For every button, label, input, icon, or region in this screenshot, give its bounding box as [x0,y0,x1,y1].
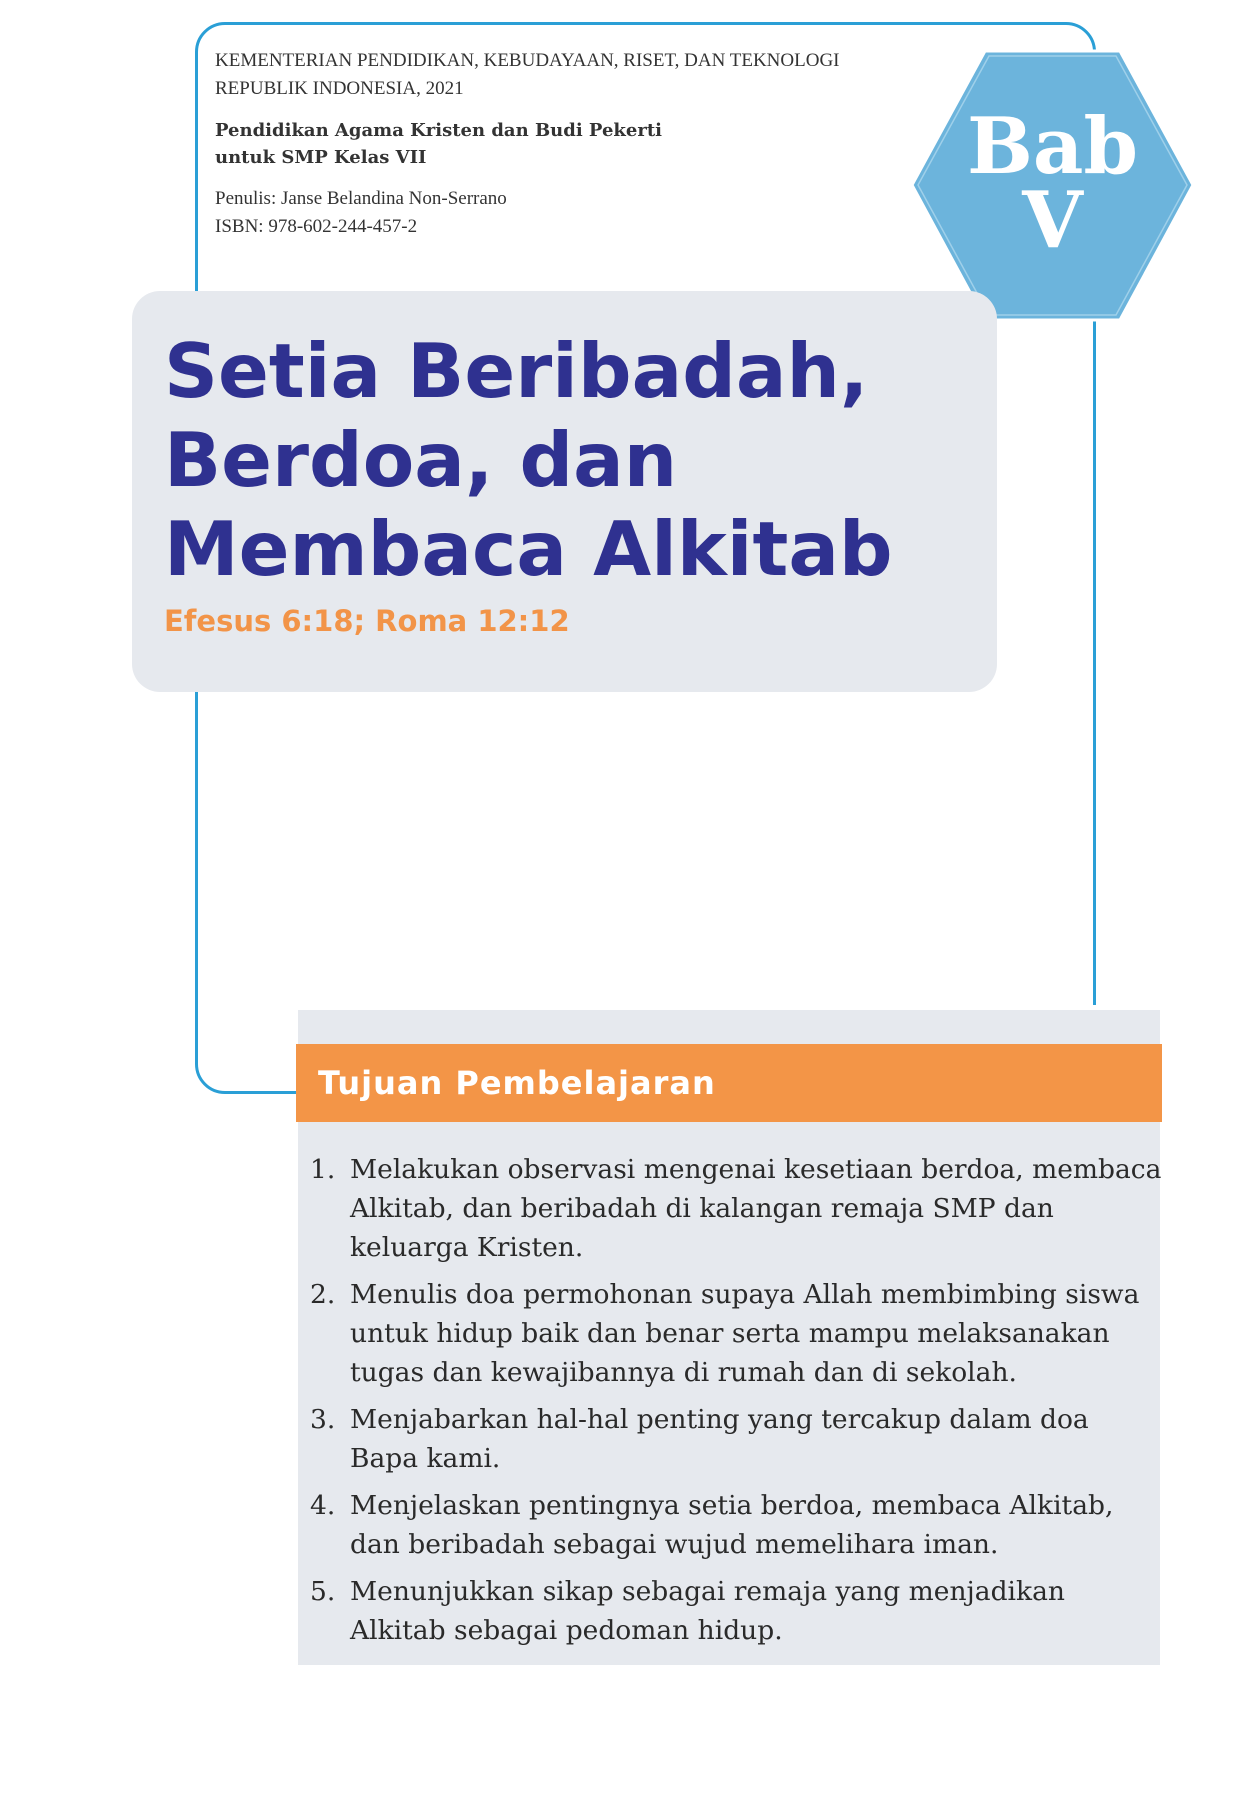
title-line-1: Setia Beribadah, [164,327,869,415]
item-text: Menunjukkan sikap sebagai remaja yang menjadikan Alkitab sebagai pedoman hidup. [350,1576,1065,1646]
learning-objectives-list [310,1150,1165,1658]
book-title: Pendidikan Agama Kristen dan Budi Pekerti untuk SMP Kelas VII [215,120,662,168]
item-number: 4. [310,1490,336,1521]
publisher-text: KEMENTERIAN PENDIDIKAN, KEBUDAYAAN, RISET, DAN TEKNOLOGI REPUBLIK INDONESIA, 2021 [215,50,840,99]
item-number: 1. [310,1154,336,1185]
list-item [310,1572,1165,1650]
isbn-text: ISBN: 978-602-244-457-2 [215,216,418,237]
item-text: Melakukan observasi mengenai kesetiaan berdoa, membaca Alkitab, dan beribadah di kalangan remaja SMP dan keluarga Kristen. [350,1154,1162,1263]
chapter-title [164,327,984,594]
item-number: 2. [310,1279,336,1310]
item-number: 5. [310,1576,336,1607]
book-meta [215,185,915,241]
list-item [310,1150,1165,1267]
title-line-2: Berdoa, dan [164,416,678,504]
learning-objectives-heading: Tujuan Pembelajaran [296,1044,1162,1122]
chapter-number: V [1022,175,1083,266]
author-text: Penulis: Janse Belandina Non-Serrano [215,188,507,209]
bible-reference: Efesus 6:18; Roma 12:12 [164,604,570,638]
item-text: Menjabarkan hal-hal penting yang tercakup dalam doa Bapa kami. [350,1404,1089,1474]
title-line-3: Membaca Alkitab [164,505,893,593]
item-text: Menulis doa permohonan supaya Allah membimbing siswa untuk hidup baik dan benar serta mampu melaksanakan tugas dan kewajibannya di rumah dan di sekolah. [350,1279,1140,1388]
chapter-label [910,101,1195,266]
item-text: Menjelaskan pentingnya setia berdoa, membaca Alkitab, dan beribadah sebagai wujud memelihara iman. [350,1490,1114,1560]
list-item [310,1400,1165,1478]
list-item [310,1275,1165,1392]
list-item [310,1486,1165,1564]
book-header [215,47,915,241]
chapter-word: Bab [966,101,1138,192]
item-number: 3. [310,1404,336,1435]
chapter-title-panel [132,291,997,692]
